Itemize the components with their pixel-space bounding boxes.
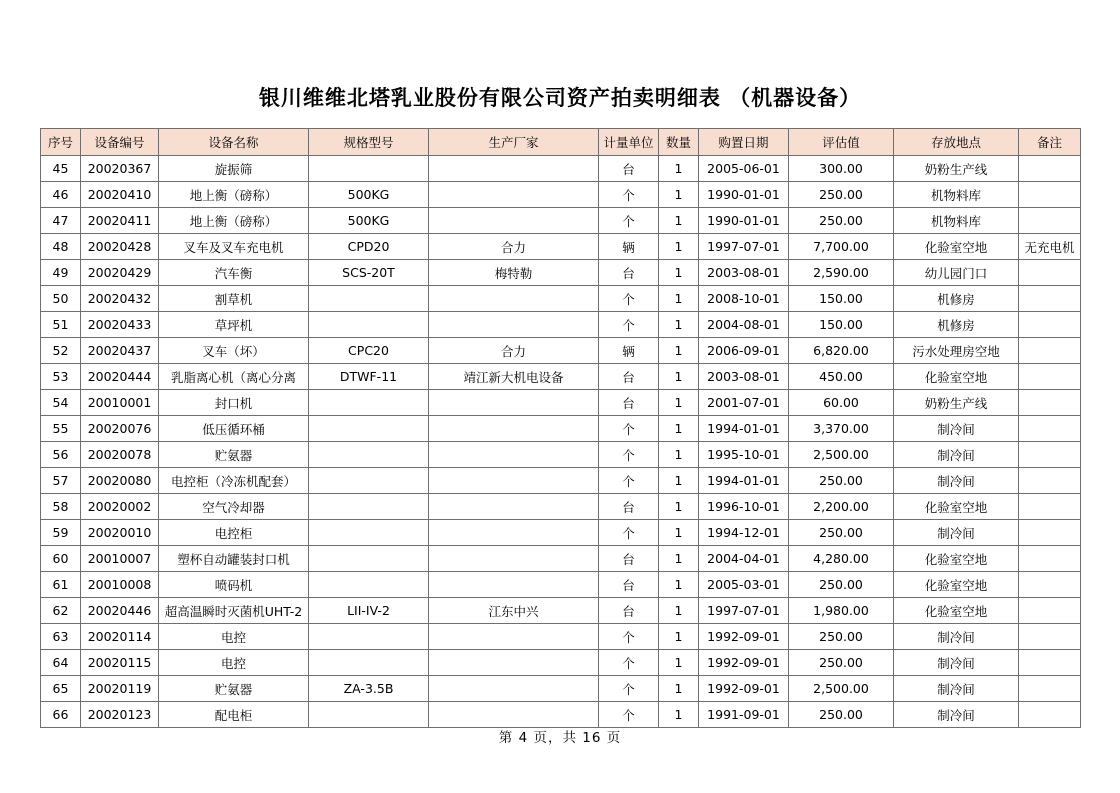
cell-remark: [1019, 624, 1081, 650]
cell-spec: [309, 468, 429, 494]
cell-name: 塑杯自动罐装封口机: [159, 546, 309, 572]
table-row: [41, 364, 1081, 390]
cell-unit: 个: [599, 520, 659, 546]
cell-name: 低压循环桶: [159, 416, 309, 442]
cell-unit: 辆: [599, 234, 659, 260]
cell-place: 机修房: [894, 286, 1019, 312]
cell-remark: [1019, 494, 1081, 520]
column-header-factory: 生产厂家: [429, 129, 599, 156]
cell-unit: 台: [599, 494, 659, 520]
cell-date: 2005-03-01: [699, 572, 789, 598]
cell-name: 封口机: [159, 390, 309, 416]
cell-value: 2,500.00: [789, 676, 894, 702]
cell-qty: 1: [659, 286, 699, 312]
cell-place: 制冷间: [894, 702, 1019, 728]
cell-qty: 1: [659, 312, 699, 338]
cell-seq: 60: [41, 546, 81, 572]
cell-qty: 1: [659, 234, 699, 260]
cell-value: 60.00: [789, 390, 894, 416]
table-row: [41, 520, 1081, 546]
cell-unit: 台: [599, 260, 659, 286]
cell-name: 电控: [159, 624, 309, 650]
cell-spec: CPD20: [309, 234, 429, 260]
cell-qty: 1: [659, 364, 699, 390]
table-row: [41, 494, 1081, 520]
cell-unit: 个: [599, 702, 659, 728]
table-row: [41, 468, 1081, 494]
cell-unit: 个: [599, 312, 659, 338]
cell-place: 化验室空地: [894, 234, 1019, 260]
cell-name: 配电柜: [159, 702, 309, 728]
cell-value: 150.00: [789, 312, 894, 338]
cell-name: 喷码机: [159, 572, 309, 598]
cell-unit: 个: [599, 208, 659, 234]
cell-seq: 54: [41, 390, 81, 416]
cell-factory: 梅特勒: [429, 260, 599, 286]
cell-unit: 台: [599, 156, 659, 182]
column-header-value: 评估值: [789, 129, 894, 156]
cell-seq: 65: [41, 676, 81, 702]
cell-name: 电控: [159, 650, 309, 676]
cell-remark: [1019, 260, 1081, 286]
cell-value: 250.00: [789, 468, 894, 494]
cell-qty: 1: [659, 208, 699, 234]
cell-name: 割草机: [159, 286, 309, 312]
cell-value: 250.00: [789, 572, 894, 598]
cell-remark: [1019, 468, 1081, 494]
cell-spec: 500KG: [309, 182, 429, 208]
cell-qty: 1: [659, 676, 699, 702]
cell-name: 电控柜（冷冻机配套）: [159, 468, 309, 494]
cell-name: 地上衡（磅称）: [159, 208, 309, 234]
table-row: [41, 390, 1081, 416]
cell-code: 20020078: [81, 442, 159, 468]
cell-name: 叉车（坏）: [159, 338, 309, 364]
column-header-place: 存放地点: [894, 129, 1019, 156]
cell-remark: [1019, 598, 1081, 624]
cell-seq: 62: [41, 598, 81, 624]
cell-code: 20010007: [81, 546, 159, 572]
cell-name: 叉车及叉车充电机: [159, 234, 309, 260]
cell-value: 1,980.00: [789, 598, 894, 624]
cell-spec: [309, 624, 429, 650]
cell-place: 化验室空地: [894, 572, 1019, 598]
cell-unit: 台: [599, 390, 659, 416]
cell-remark: [1019, 546, 1081, 572]
cell-qty: 1: [659, 182, 699, 208]
cell-factory: 江东中兴: [429, 598, 599, 624]
cell-qty: 1: [659, 546, 699, 572]
cell-code: 20020446: [81, 598, 159, 624]
cell-spec: [309, 702, 429, 728]
cell-factory: 合力: [429, 338, 599, 364]
column-header-qty: 数量: [659, 129, 699, 156]
cell-code: 20020114: [81, 624, 159, 650]
cell-spec: DTWF-11: [309, 364, 429, 390]
column-header-name: 设备名称: [159, 129, 309, 156]
cell-date: 1995-10-01: [699, 442, 789, 468]
cell-factory: [429, 650, 599, 676]
cell-seq: 56: [41, 442, 81, 468]
cell-factory: [429, 156, 599, 182]
cell-remark: [1019, 702, 1081, 728]
table-header-row: [41, 129, 1081, 156]
cell-value: 250.00: [789, 520, 894, 546]
cell-date: 1994-01-01: [699, 468, 789, 494]
cell-place: 机物料库: [894, 208, 1019, 234]
cell-seq: 63: [41, 624, 81, 650]
cell-qty: 1: [659, 390, 699, 416]
cell-code: 20020433: [81, 312, 159, 338]
cell-date: 1992-09-01: [699, 650, 789, 676]
cell-factory: [429, 416, 599, 442]
cell-unit: 台: [599, 546, 659, 572]
cell-unit: 个: [599, 676, 659, 702]
asset-auction-table: [40, 128, 1081, 728]
cell-remark: [1019, 182, 1081, 208]
cell-qty: 1: [659, 156, 699, 182]
cell-factory: [429, 468, 599, 494]
table-row: [41, 234, 1081, 260]
cell-factory: [429, 702, 599, 728]
column-header-unit: 计量单位: [599, 129, 659, 156]
cell-value: 2,500.00: [789, 442, 894, 468]
cell-value: 4,280.00: [789, 546, 894, 572]
cell-spec: [309, 494, 429, 520]
cell-place: 化验室空地: [894, 494, 1019, 520]
table-row: [41, 182, 1081, 208]
cell-name: 草坪机: [159, 312, 309, 338]
cell-factory: [429, 520, 599, 546]
cell-seq: 64: [41, 650, 81, 676]
cell-value: 250.00: [789, 624, 894, 650]
cell-place: 化验室空地: [894, 546, 1019, 572]
cell-name: 贮氨器: [159, 676, 309, 702]
cell-spec: CPC20: [309, 338, 429, 364]
cell-date: 2003-08-01: [699, 260, 789, 286]
cell-seq: 53: [41, 364, 81, 390]
cell-remark: [1019, 208, 1081, 234]
cell-spec: [309, 416, 429, 442]
cell-factory: 靖江新大机电设备: [429, 364, 599, 390]
cell-qty: 1: [659, 650, 699, 676]
table-row: [41, 338, 1081, 364]
table-row: [41, 312, 1081, 338]
cell-code: 20020002: [81, 494, 159, 520]
cell-qty: 1: [659, 494, 699, 520]
cell-seq: 57: [41, 468, 81, 494]
cell-code: 20010008: [81, 572, 159, 598]
cell-qty: 1: [659, 598, 699, 624]
cell-remark: [1019, 312, 1081, 338]
cell-date: 2006-09-01: [699, 338, 789, 364]
cell-seq: 51: [41, 312, 81, 338]
cell-factory: [429, 390, 599, 416]
cell-qty: 1: [659, 260, 699, 286]
cell-date: 1992-09-01: [699, 624, 789, 650]
cell-remark: [1019, 442, 1081, 468]
cell-place: 制冷间: [894, 650, 1019, 676]
column-header-seq: 序号: [41, 129, 81, 156]
cell-date: 1997-07-01: [699, 598, 789, 624]
cell-place: 制冷间: [894, 520, 1019, 546]
cell-place: 污水处理房空地: [894, 338, 1019, 364]
cell-qty: 1: [659, 624, 699, 650]
cell-factory: [429, 494, 599, 520]
cell-remark: [1019, 338, 1081, 364]
cell-place: 奶粉生产线: [894, 390, 1019, 416]
cell-seq: 61: [41, 572, 81, 598]
cell-spec: ZA-3.5B: [309, 676, 429, 702]
cell-date: 1990-01-01: [699, 208, 789, 234]
cell-spec: [309, 520, 429, 546]
cell-factory: [429, 182, 599, 208]
cell-seq: 48: [41, 234, 81, 260]
table-row: [41, 260, 1081, 286]
cell-remark: [1019, 390, 1081, 416]
column-header-spec: 规格型号: [309, 129, 429, 156]
page-title: 银川维维北塔乳业股份有限公司资产拍卖明细表 （机器设备）: [258, 86, 862, 110]
cell-code: 20020429: [81, 260, 159, 286]
cell-factory: [429, 546, 599, 572]
cell-date: 2004-08-01: [699, 312, 789, 338]
cell-value: 7,700.00: [789, 234, 894, 260]
cell-code: 20020437: [81, 338, 159, 364]
cell-value: 3,370.00: [789, 416, 894, 442]
cell-name: 空气冷却器: [159, 494, 309, 520]
cell-seq: 45: [41, 156, 81, 182]
table-row: [41, 702, 1081, 728]
cell-unit: 个: [599, 286, 659, 312]
cell-seq: 58: [41, 494, 81, 520]
table-row: [41, 208, 1081, 234]
cell-remark: [1019, 416, 1081, 442]
cell-spec: [309, 650, 429, 676]
cell-place: 化验室空地: [894, 598, 1019, 624]
cell-date: 1994-01-01: [699, 416, 789, 442]
cell-place: 机修房: [894, 312, 1019, 338]
cell-name: 乳脂离心机（离心分离: [159, 364, 309, 390]
cell-value: 250.00: [789, 208, 894, 234]
cell-name: 汽车衡: [159, 260, 309, 286]
cell-remark: [1019, 520, 1081, 546]
cell-unit: 台: [599, 598, 659, 624]
column-header-date: 购置日期: [699, 129, 789, 156]
cell-name: 超高温瞬时灭菌机UHT-2: [159, 598, 309, 624]
cell-unit: 个: [599, 650, 659, 676]
table-row: [41, 650, 1081, 676]
cell-remark: [1019, 650, 1081, 676]
cell-code: 20020080: [81, 468, 159, 494]
column-header-remark: 备注: [1019, 129, 1081, 156]
cell-seq: 49: [41, 260, 81, 286]
cell-date: 1997-07-01: [699, 234, 789, 260]
cell-spec: SCS-20T: [309, 260, 429, 286]
cell-spec: [309, 442, 429, 468]
cell-unit: 个: [599, 624, 659, 650]
cell-date: 2001-07-01: [699, 390, 789, 416]
cell-seq: 46: [41, 182, 81, 208]
cell-remark: [1019, 676, 1081, 702]
cell-name: 电控柜: [159, 520, 309, 546]
cell-spec: [309, 312, 429, 338]
cell-spec: [309, 390, 429, 416]
cell-unit: 台: [599, 364, 659, 390]
cell-place: 制冷间: [894, 442, 1019, 468]
cell-factory: [429, 676, 599, 702]
cell-remark: [1019, 364, 1081, 390]
cell-value: 450.00: [789, 364, 894, 390]
cell-seq: 59: [41, 520, 81, 546]
cell-code: 20020115: [81, 650, 159, 676]
cell-seq: 55: [41, 416, 81, 442]
cell-value: 250.00: [789, 650, 894, 676]
table-body: [41, 156, 1081, 728]
cell-date: 2005-06-01: [699, 156, 789, 182]
cell-unit: 台: [599, 572, 659, 598]
cell-place: 奶粉生产线: [894, 156, 1019, 182]
table-row: [41, 624, 1081, 650]
cell-code: 20020367: [81, 156, 159, 182]
cell-factory: [429, 624, 599, 650]
table-row: [41, 442, 1081, 468]
cell-qty: 1: [659, 702, 699, 728]
cell-value: 2,200.00: [789, 494, 894, 520]
cell-unit: 个: [599, 442, 659, 468]
cell-date: 2004-04-01: [699, 546, 789, 572]
cell-unit: 个: [599, 182, 659, 208]
cell-name: 旋振筛: [159, 156, 309, 182]
cell-code: 20020444: [81, 364, 159, 390]
cell-date: 1990-01-01: [699, 182, 789, 208]
cell-spec: [309, 572, 429, 598]
cell-seq: 50: [41, 286, 81, 312]
table-row: [41, 546, 1081, 572]
cell-place: 制冷间: [894, 676, 1019, 702]
cell-value: 250.00: [789, 182, 894, 208]
table-row: [41, 286, 1081, 312]
cell-date: 1991-09-01: [699, 702, 789, 728]
table-row: [41, 676, 1081, 702]
cell-seq: 47: [41, 208, 81, 234]
cell-date: 2008-10-01: [699, 286, 789, 312]
table-row: [41, 572, 1081, 598]
cell-code: 20020432: [81, 286, 159, 312]
cell-place: 化验室空地: [894, 364, 1019, 390]
cell-remark: [1019, 572, 1081, 598]
cell-date: 1992-09-01: [699, 676, 789, 702]
cell-date: 2003-08-01: [699, 364, 789, 390]
cell-factory: [429, 442, 599, 468]
cell-factory: [429, 312, 599, 338]
cell-place: 制冷间: [894, 416, 1019, 442]
table-row: [41, 598, 1081, 624]
cell-remark: [1019, 156, 1081, 182]
cell-qty: 1: [659, 468, 699, 494]
cell-date: 1996-10-01: [699, 494, 789, 520]
cell-code: 20020411: [81, 208, 159, 234]
cell-name: 贮氨器: [159, 442, 309, 468]
cell-spec: LII-IV-2: [309, 598, 429, 624]
cell-remark: [1019, 286, 1081, 312]
cell-qty: 1: [659, 520, 699, 546]
cell-spec: [309, 546, 429, 572]
cell-code: 20020123: [81, 702, 159, 728]
cell-factory: 合力: [429, 234, 599, 260]
cell-code: 20010001: [81, 390, 159, 416]
column-header-code: 设备编号: [81, 129, 159, 156]
table-row: [41, 156, 1081, 182]
cell-code: 20020010: [81, 520, 159, 546]
cell-value: 300.00: [789, 156, 894, 182]
cell-code: 20020076: [81, 416, 159, 442]
cell-spec: 500KG: [309, 208, 429, 234]
cell-remark: 无充电机: [1019, 234, 1081, 260]
cell-factory: [429, 286, 599, 312]
cell-code: 20020428: [81, 234, 159, 260]
cell-place: 制冷间: [894, 624, 1019, 650]
cell-place: 机物料库: [894, 182, 1019, 208]
cell-code: 20020410: [81, 182, 159, 208]
cell-value: 250.00: [789, 702, 894, 728]
cell-spec: [309, 286, 429, 312]
cell-seq: 66: [41, 702, 81, 728]
cell-unit: 个: [599, 468, 659, 494]
cell-code: 20020119: [81, 676, 159, 702]
cell-qty: 1: [659, 572, 699, 598]
cell-unit: 个: [599, 416, 659, 442]
table-row: [41, 416, 1081, 442]
cell-name: 地上衡（磅称）: [159, 182, 309, 208]
cell-factory: [429, 208, 599, 234]
cell-value: 150.00: [789, 286, 894, 312]
cell-factory: [429, 572, 599, 598]
cell-qty: 1: [659, 442, 699, 468]
table-header: [41, 129, 1081, 156]
cell-value: 2,590.00: [789, 260, 894, 286]
cell-seq: 52: [41, 338, 81, 364]
cell-spec: [309, 156, 429, 182]
cell-qty: 1: [659, 416, 699, 442]
cell-place: 制冷间: [894, 468, 1019, 494]
cell-value: 6,820.00: [789, 338, 894, 364]
cell-qty: 1: [659, 338, 699, 364]
cell-date: 1994-12-01: [699, 520, 789, 546]
cell-unit: 辆: [599, 338, 659, 364]
page-footer: 第 4 页，共 16 页: [498, 730, 622, 746]
cell-place: 幼儿园门口: [894, 260, 1019, 286]
